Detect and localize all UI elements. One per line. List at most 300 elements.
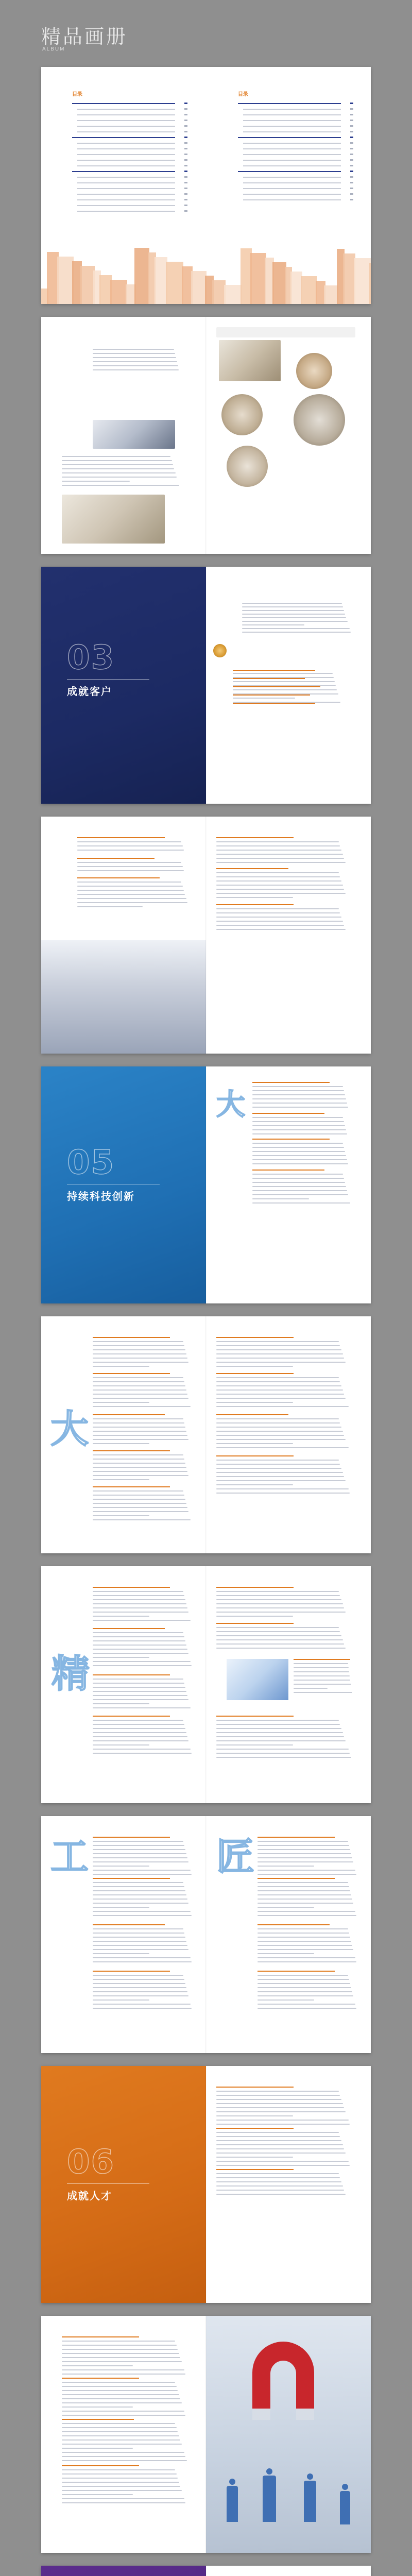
text-line [93, 1607, 187, 1608]
text-line [77, 870, 184, 871]
text-line [62, 2406, 133, 2408]
text-line [93, 1945, 187, 1946]
toc-page-ref [184, 210, 187, 212]
text-line [216, 2095, 340, 2096]
toc-entry [238, 137, 341, 138]
text-line [242, 624, 304, 625]
toc-page-ref [184, 154, 187, 155]
text-line [93, 1679, 183, 1680]
toc-page-ref [184, 148, 187, 149]
text-line [216, 1720, 339, 1721]
subheading-mark [77, 877, 160, 878]
toc-page-ref [350, 159, 353, 161]
text-line [258, 1886, 349, 1887]
toc-page-ref [350, 108, 353, 110]
text-line [62, 2357, 180, 2358]
text-line [93, 1953, 149, 1954]
text-b-left [41, 1566, 206, 1803]
magnet-page-right [206, 2316, 371, 2553]
text-line [62, 2349, 178, 2350]
subheading-mark [233, 686, 320, 687]
text-line [216, 2173, 339, 2174]
text-line [216, 1406, 349, 1407]
toc-entry [77, 126, 175, 127]
subheading-mark [93, 1628, 165, 1629]
text-line [93, 1890, 185, 1891]
subheading-mark [93, 1971, 170, 1972]
album-title: 精品画册 [41, 25, 128, 48]
building-shape [324, 285, 338, 304]
text-line [258, 1866, 314, 1867]
text-line [93, 1381, 184, 1382]
text-line [216, 1460, 339, 1461]
text-line [252, 1090, 344, 1091]
subheading-mark [93, 1450, 170, 1451]
text-line [93, 1695, 187, 1696]
building-shape [250, 253, 266, 304]
toc-entry [243, 194, 341, 195]
text-line [252, 1202, 350, 1204]
text-line [62, 2369, 184, 2370]
text-line [93, 1949, 188, 1950]
subheading-mark [233, 678, 305, 679]
toc-entry [243, 154, 341, 155]
toc-page-ref [350, 182, 353, 183]
toc-page-ref [184, 125, 187, 127]
toc-page-ref [184, 165, 187, 166]
text-line [62, 464, 173, 465]
text-line [77, 894, 185, 895]
text-line [216, 1418, 339, 1419]
toc-entry [72, 171, 175, 172]
text-line [93, 1874, 192, 1875]
text-line [252, 1098, 346, 1099]
text-line [216, 1385, 341, 1386]
text-line [216, 917, 341, 918]
text-line [216, 1639, 343, 1640]
text-line [242, 628, 350, 629]
text-line [216, 2124, 350, 2125]
chapter-number: 06 [67, 2143, 115, 2181]
subheading-mark [216, 1623, 294, 1624]
toc-page-ref [184, 114, 187, 115]
text-line [242, 606, 343, 607]
text-line [93, 1467, 186, 1468]
subheading-mark [216, 837, 294, 838]
text-line [93, 1519, 191, 1520]
round-photo-1 [296, 353, 332, 389]
subheading-mark [216, 1414, 288, 1415]
toc-heading-left: 目录 [72, 92, 82, 97]
text-line [258, 1907, 314, 1908]
text-line [258, 1991, 352, 1992]
text-line [216, 1732, 343, 1733]
toc-page-ref [350, 103, 353, 104]
toc-heading-right: 目录 [238, 92, 248, 97]
text-line [93, 1507, 187, 1508]
text-line [258, 1987, 351, 1988]
text-line [258, 1870, 355, 1871]
toc-entry [77, 143, 175, 144]
text-line [93, 1341, 183, 1342]
text-line [242, 610, 344, 611]
chapter-title: 持续科技创新 [67, 1191, 135, 1202]
toc-page-ref [350, 176, 353, 178]
text-line [216, 1612, 346, 1613]
album-header [0, 0, 412, 57]
subheading-mark [233, 703, 315, 704]
text-line [258, 1845, 349, 1846]
toc-entry [243, 131, 341, 132]
toc-entry [243, 188, 341, 189]
text-line [258, 1899, 352, 1900]
text-line [258, 1841, 348, 1842]
text-line [216, 1468, 341, 1469]
round-photo-4 [227, 446, 268, 487]
text-line [93, 1961, 192, 1962]
text-line [77, 882, 181, 883]
text-line [93, 1937, 185, 1938]
text-line [216, 1493, 350, 1494]
text-a-left [41, 1316, 206, 1553]
toc-entry [77, 160, 175, 161]
subheading-mark [216, 904, 294, 905]
text-line [252, 1194, 348, 1195]
text-line [93, 1995, 188, 1996]
text-line [93, 1443, 149, 1444]
toc-page-ref [350, 125, 353, 127]
toc-page-ref [350, 154, 353, 155]
text-line [233, 677, 334, 678]
text-line [93, 1398, 188, 1399]
text-line [242, 617, 346, 618]
album-subtitle: ALBUM [42, 46, 65, 52]
text-line [258, 1941, 351, 1942]
toc-page-ref [350, 171, 353, 172]
toc-entry [77, 188, 175, 189]
text-line [216, 2185, 343, 2187]
chapter-07-text-page [206, 2566, 371, 2576]
text-line [93, 1665, 192, 1666]
text-line [93, 1744, 149, 1745]
text-line [258, 1849, 350, 1850]
chapter-cover-07 [41, 2566, 206, 2576]
subheading-mark [93, 1486, 170, 1487]
subheading-mark [93, 1837, 170, 1838]
text-line [216, 921, 343, 922]
text-line [62, 2341, 175, 2342]
text-line [62, 2502, 185, 2503]
text-line [252, 1182, 345, 1183]
text-line [216, 2107, 344, 2108]
text-line [93, 2004, 191, 2005]
text-line [216, 1736, 344, 1737]
text-line [216, 1740, 346, 1741]
text-line [93, 1362, 188, 1363]
chapter-05-text-page [206, 1066, 371, 1303]
text-line [216, 2153, 346, 2154]
text-line [252, 1133, 347, 1134]
text-line [233, 685, 336, 686]
text-line [216, 850, 341, 851]
text-line [216, 2136, 340, 2137]
text-line [216, 925, 344, 926]
text-line [93, 1866, 149, 1867]
text-line [258, 1857, 352, 1858]
text-line [258, 2004, 355, 2005]
text-line [77, 850, 184, 851]
round-photo-3 [294, 394, 345, 446]
text-line [93, 1861, 188, 1862]
text-line [93, 1999, 149, 2001]
text-line [294, 1675, 350, 1676]
text-line [93, 1903, 188, 1904]
text-line [93, 1853, 186, 1854]
toc-entry [243, 143, 341, 144]
toc-entry [77, 165, 175, 166]
text-line [216, 1381, 340, 1382]
text-line [62, 2435, 179, 2436]
text-line [252, 1186, 346, 1187]
text-line [252, 1094, 345, 1095]
text-line [216, 2190, 344, 2191]
text-line [93, 1599, 185, 1600]
text-line [93, 1649, 187, 1650]
text-line [62, 2490, 182, 2491]
text-line [258, 1979, 349, 1980]
text-line [93, 1849, 185, 1850]
toc-entry [243, 160, 341, 161]
text-line [77, 890, 184, 891]
text-line [216, 1398, 346, 1399]
text-line [252, 1143, 343, 1144]
chapter-cover-05 [41, 1066, 206, 1303]
text-line [216, 872, 339, 873]
text-line [93, 1703, 149, 1704]
text-line [294, 1692, 352, 1693]
toc-page-ref [184, 205, 187, 206]
text-line [233, 681, 335, 682]
text-line [93, 1728, 185, 1729]
text-line [62, 2398, 180, 2399]
text-line [216, 1435, 344, 1436]
city-page-right [206, 817, 371, 1054]
text-line [216, 1439, 346, 1440]
text-line [62, 2427, 177, 2428]
text-line [93, 1402, 149, 1403]
text-line [216, 841, 339, 842]
text-line [258, 1928, 348, 1929]
text-line [93, 1490, 183, 1492]
text-line [258, 2008, 356, 2009]
text-line [252, 1107, 348, 1108]
text-line [62, 456, 170, 457]
text-line [93, 1720, 183, 1721]
text-line [93, 1740, 188, 1741]
text-line [93, 1699, 188, 1700]
subheading-mark [216, 2087, 294, 2088]
subheading-mark [93, 1924, 165, 1925]
subheading-mark [216, 1587, 294, 1588]
subheading-mark [77, 837, 165, 838]
text-line [216, 912, 340, 913]
text-line [77, 902, 187, 903]
text-line [252, 1121, 344, 1122]
text-line [62, 2345, 177, 2346]
text-line [93, 1459, 184, 1460]
toc-entry [243, 120, 341, 121]
person-figure-icon [227, 2486, 238, 2522]
subheading-mark [233, 694, 310, 696]
subheading-mark [216, 1716, 294, 1717]
city-page-left [41, 817, 206, 1054]
text-line [93, 1928, 183, 1929]
text-line [93, 1636, 184, 1637]
text-line [233, 689, 337, 690]
toc-page-ref [184, 131, 187, 132]
subheading-mark [93, 1337, 170, 1338]
text-line [216, 1472, 343, 1473]
text-line [93, 1431, 186, 1432]
building-shape [134, 248, 149, 304]
toc-entry [77, 205, 175, 206]
spread-toc [41, 67, 371, 304]
city-skyline-illustration [41, 242, 371, 304]
text-line [93, 1870, 191, 1871]
text-line [62, 2402, 182, 2403]
text-line [216, 2144, 343, 2145]
toc-page-ref [350, 114, 353, 115]
toc-page-ref [184, 188, 187, 189]
text-line [216, 1595, 340, 1596]
text-line [216, 2165, 350, 2166]
spread-city [41, 817, 371, 1054]
toc-page-ref [350, 137, 353, 138]
text-line [216, 1427, 341, 1428]
toc-entry [238, 103, 341, 104]
spread-text-c [41, 1816, 371, 2053]
spread-chapter-03 [41, 567, 371, 804]
text-line [62, 2386, 177, 2387]
text-line [77, 841, 181, 842]
text-line [216, 1431, 343, 1432]
subheading-mark [252, 1170, 324, 1171]
text-line [216, 1616, 293, 1617]
spread-chapter-07 [41, 2566, 371, 2576]
text-line [93, 1435, 187, 1436]
magnet-icon [237, 2331, 330, 2434]
text-line [93, 1687, 185, 1688]
text-line [252, 1155, 346, 1156]
text-line [294, 1688, 328, 1689]
text-line [258, 1874, 356, 1875]
text-line [62, 477, 177, 478]
text-line [216, 1484, 293, 1485]
text-line [294, 1680, 350, 1681]
text-line [216, 1389, 343, 1391]
subheading-mark [258, 1924, 330, 1925]
spread-chapter-06 [41, 2066, 371, 2303]
toc-entry [243, 165, 341, 166]
subheading-mark [62, 2465, 139, 2466]
toc-entry [243, 126, 341, 127]
text-line [93, 1345, 184, 1346]
text-line [93, 1595, 184, 1596]
text-line [216, 1648, 346, 1649]
spread-intro [41, 317, 371, 554]
text-line [242, 632, 351, 633]
text-line [93, 1620, 191, 1621]
text-line [216, 1345, 340, 1346]
text-line [252, 1198, 309, 1199]
spread-chapter-05 [41, 1066, 371, 1303]
subheading-mark [258, 1878, 335, 1879]
office-photo-1 [219, 340, 281, 381]
text-line [258, 1957, 355, 1958]
toc-entry [243, 199, 341, 200]
interior-photo [62, 495, 165, 544]
subheading-mark [252, 1139, 330, 1140]
text-line [93, 1511, 188, 1512]
text-line [258, 1853, 351, 1854]
toc-page-ref [184, 193, 187, 195]
text-line [216, 1422, 340, 1423]
text-line [77, 898, 186, 899]
text-line [294, 1663, 348, 1664]
text-line [216, 1447, 349, 1448]
subheading-mark [93, 1674, 170, 1675]
text-line [93, 1495, 184, 1496]
toc-entry [77, 211, 175, 212]
text-c-right [206, 1816, 371, 2053]
subheading-mark [258, 1837, 335, 1838]
text-line [216, 1728, 341, 1729]
text-b-right [206, 1566, 371, 1803]
text-line [62, 2456, 185, 2457]
text-line [216, 2140, 341, 2141]
text-line [62, 2382, 175, 2383]
text-line [93, 1707, 191, 1708]
toc-entry [243, 148, 341, 149]
text-line [93, 1841, 183, 1842]
text-line [62, 485, 179, 486]
text-line [216, 1591, 339, 1592]
text-line [93, 1503, 186, 1504]
text-line [252, 1178, 344, 1179]
text-line [93, 1657, 149, 1658]
text-line [77, 862, 181, 863]
text-line [216, 2115, 293, 2116]
text-line [93, 1957, 191, 1958]
text-line [294, 1671, 349, 1672]
toc-page-ref [184, 159, 187, 161]
toc-entry [243, 114, 341, 115]
text-line [216, 845, 340, 846]
text-line [62, 2448, 133, 2449]
text-line [93, 1463, 185, 1464]
subheading-mark [252, 1113, 324, 1114]
chapter-cover-03 [41, 567, 206, 804]
subheading-mark [216, 2169, 294, 2170]
chapter-cover-06 [41, 2066, 206, 2303]
text-line [93, 1753, 192, 1754]
text-line [77, 866, 183, 867]
text-line [242, 603, 342, 604]
text-line [216, 1353, 343, 1354]
text-line [93, 1933, 184, 1934]
subheading-mark [93, 1716, 170, 1717]
building-shape [110, 280, 127, 304]
